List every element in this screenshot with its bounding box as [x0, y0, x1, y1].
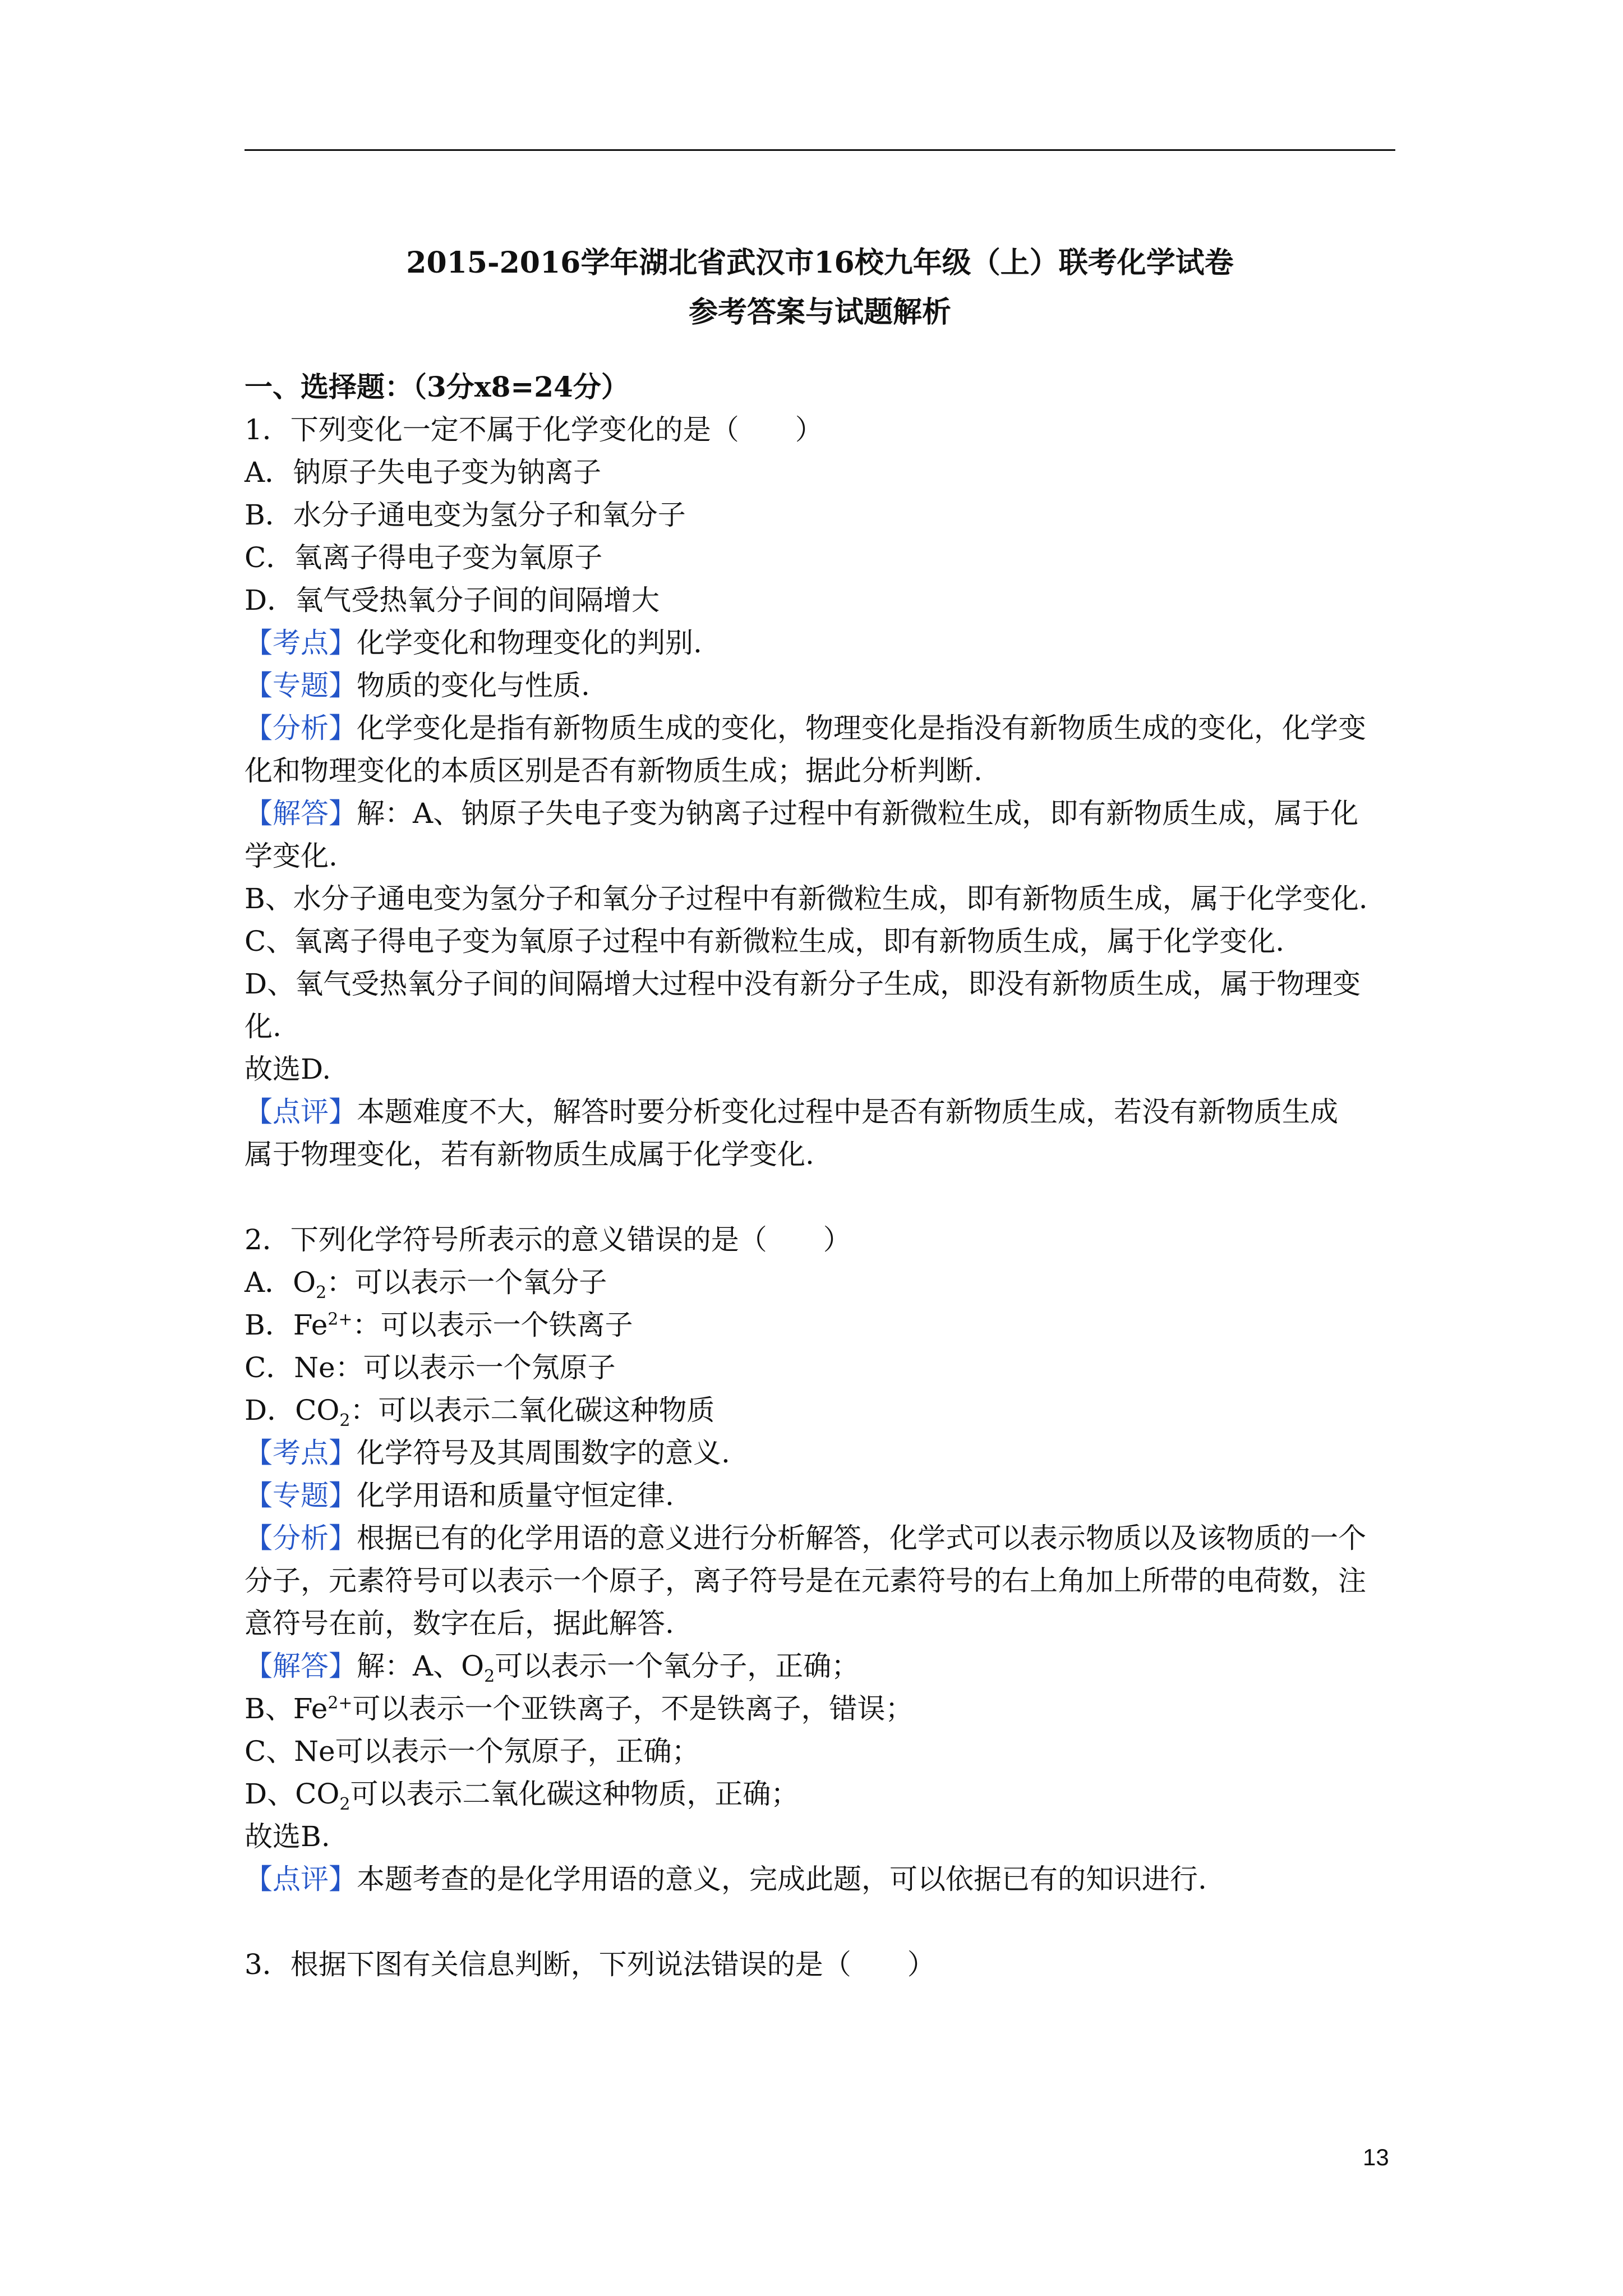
q1-option-b: B．水分子通电变为氢分子和氧分子	[245, 499, 686, 531]
q2-fenxi-cont2: 意符号在前，数字在后，据此解答.	[245, 1607, 674, 1640]
jieda-text: 解：A、钠原子失电子变为钠离子过程中有新微粒生成，即有新物质生成，属于化	[357, 797, 1359, 830]
q2-option-d-desc: ：可以表示二氧化碳这种物质	[350, 1394, 715, 1427]
dianping-tag: 【点评】	[245, 1863, 357, 1895]
q2-jieda-d	[245, 1773, 1400, 1815]
q2-dianping	[245, 1858, 1400, 1901]
header-rule	[245, 149, 1395, 151]
jieda-d-text: D、CO	[245, 1778, 340, 1810]
q1-option-d: D．氧气受热氧分子间的间隔增大	[245, 584, 660, 616]
q1-jieda-d-cont: 化.	[245, 1010, 282, 1043]
q1-option-a: A．钠原子失电子变为钠离子	[245, 456, 602, 489]
q2-jieda-c: C、Ne可以表示一个氖原子，正确；	[245, 1735, 700, 1768]
zhuanti-text: 化学用语和质量守恒定律.	[357, 1479, 674, 1512]
q1-option-c: C．氧离子得电子变为氧原子	[245, 541, 603, 574]
q2-zhuanti	[245, 1474, 1400, 1517]
kaodian-tag: 【考点】	[245, 1437, 357, 1469]
kaodian-tag: 【考点】	[245, 627, 357, 659]
q2-option-a-text: A．O	[245, 1266, 316, 1299]
jieda-d-desc: 可以表示二氧化碳这种物质，正确；	[350, 1778, 799, 1810]
kaodian-text: 化学符号及其周围数字的意义.	[357, 1437, 730, 1469]
q1-jieda-cont: 学变化.	[245, 840, 338, 872]
subscript: 2	[339, 1411, 351, 1430]
q2-option-c: C．Ne：可以表示一个氖原子	[245, 1351, 616, 1384]
fenxi-tag: 【分析】	[245, 712, 357, 744]
q2-option-b-text: B．Fe	[245, 1309, 328, 1341]
q2-option-b	[245, 1304, 1400, 1346]
jieda-text: 解：A、O	[357, 1650, 485, 1682]
q2-answer: 故选B.	[245, 1820, 330, 1853]
document-body	[245, 366, 1400, 1986]
q2-stem: 2．下列化学符号所表示的意义错误的是（ ）	[245, 1223, 851, 1256]
q1-jieda-c: C、氧离子得电子变为氧原子过程中有新微粒生成，即有新物质生成，属于化学变化.	[245, 925, 1285, 958]
q2-option-d-text: D．CO	[245, 1394, 340, 1427]
jieda-tag: 【解答】	[245, 797, 357, 830]
spacer	[245, 1901, 1400, 1943]
exam-title: 2015-2016学年湖北省武汉市16校九年级（上）联考化学试卷	[406, 246, 1234, 280]
q3-stem: 3．根据下图有关信息判断，下列说法错误的是（ ）	[245, 1948, 935, 1981]
q2-option-d	[245, 1389, 1400, 1432]
jieda-text-cont: 可以表示一个氧分子，正确；	[495, 1650, 860, 1682]
zhuanti-tag: 【专题】	[245, 669, 357, 702]
jieda-b-desc: 可以表示一个亚铁离子，不是铁离子，错误；	[352, 1692, 914, 1725]
kaodian-text: 化学变化和物理变化的判别.	[357, 627, 702, 659]
q1-fenxi	[245, 707, 1400, 749]
q1-answer: 故选D.	[245, 1053, 331, 1085]
q1-kaodian	[245, 622, 1400, 664]
fenxi-tag: 【分析】	[245, 1522, 357, 1554]
dianping-text: 本题考查的是化学用语的意义，完成此题，可以依据已有的知识进行.	[357, 1863, 1207, 1895]
q2-jieda-b	[245, 1687, 1400, 1730]
q1-jieda	[245, 792, 1400, 835]
zhuanti-tag: 【专题】	[245, 1479, 357, 1512]
jieda-b-text: B、Fe	[245, 1692, 328, 1725]
subscript: 2	[339, 1795, 351, 1814]
subscript: 2	[484, 1667, 495, 1686]
q1-jieda-b: B、水分子通电变为氢分子和氧分子过程中有新微粒生成，即有新物质生成，属于化学变化.	[245, 882, 1368, 915]
subscript: 2	[316, 1283, 327, 1303]
q2-fenxi	[245, 1517, 1400, 1559]
q1-fenxi-cont: 化和物理变化的本质区别是否有新物质生成；据此分析判断.	[245, 754, 983, 787]
q1-stem: 1．下列变化一定不属于化学变化的是（ ）	[245, 413, 823, 446]
q1-dianping-cont: 属于物理变化，若有新物质生成属于化学变化.	[245, 1138, 814, 1171]
dianping-text: 本题难度不大，解答时要分析变化过程中是否有新物质生成，若没有新物质生成	[357, 1096, 1338, 1128]
q2-option-a-desc: ：可以表示一个氧分子	[326, 1266, 607, 1299]
page-number: 13	[1363, 2144, 1389, 2170]
fenxi-text: 化学变化是指有新物质生成的变化，物理变化是指没有新物质生成的变化，化学变	[357, 712, 1366, 744]
superscript: 2+	[328, 1693, 353, 1713]
q2-option-b-desc: ：可以表示一个铁离子	[352, 1309, 633, 1341]
title-block	[245, 238, 1395, 337]
spacer	[245, 1176, 1400, 1218]
dianping-tag: 【点评】	[245, 1096, 357, 1128]
superscript: 2+	[328, 1309, 353, 1329]
q1-jieda-d: D、氧气受热氧分子间的间隔增大过程中没有新分子生成，即没有新物质生成，属于物理变	[245, 968, 1361, 1000]
q2-kaodian	[245, 1432, 1400, 1474]
q2-jieda	[245, 1645, 1400, 1687]
jieda-tag: 【解答】	[245, 1650, 357, 1682]
fenxi-text: 根据已有的化学用语的意义进行分析解答，化学式可以表示物质以及该物质的一个	[357, 1522, 1366, 1554]
exam-subtitle: 参考答案与试题解析	[688, 295, 951, 329]
q1-zhuanti	[245, 664, 1400, 707]
q2-fenxi-cont: 分子，元素符号可以表示一个原子，离子符号是在元素符号的右上角加上所带的电荷数，注	[245, 1565, 1366, 1597]
zhuanti-text: 物质的变化与性质.	[357, 669, 590, 702]
q2-option-a	[245, 1261, 1400, 1304]
q1-dianping	[245, 1091, 1400, 1133]
section-heading: 一、选择题：（3分x8=24分）	[245, 370, 629, 403]
